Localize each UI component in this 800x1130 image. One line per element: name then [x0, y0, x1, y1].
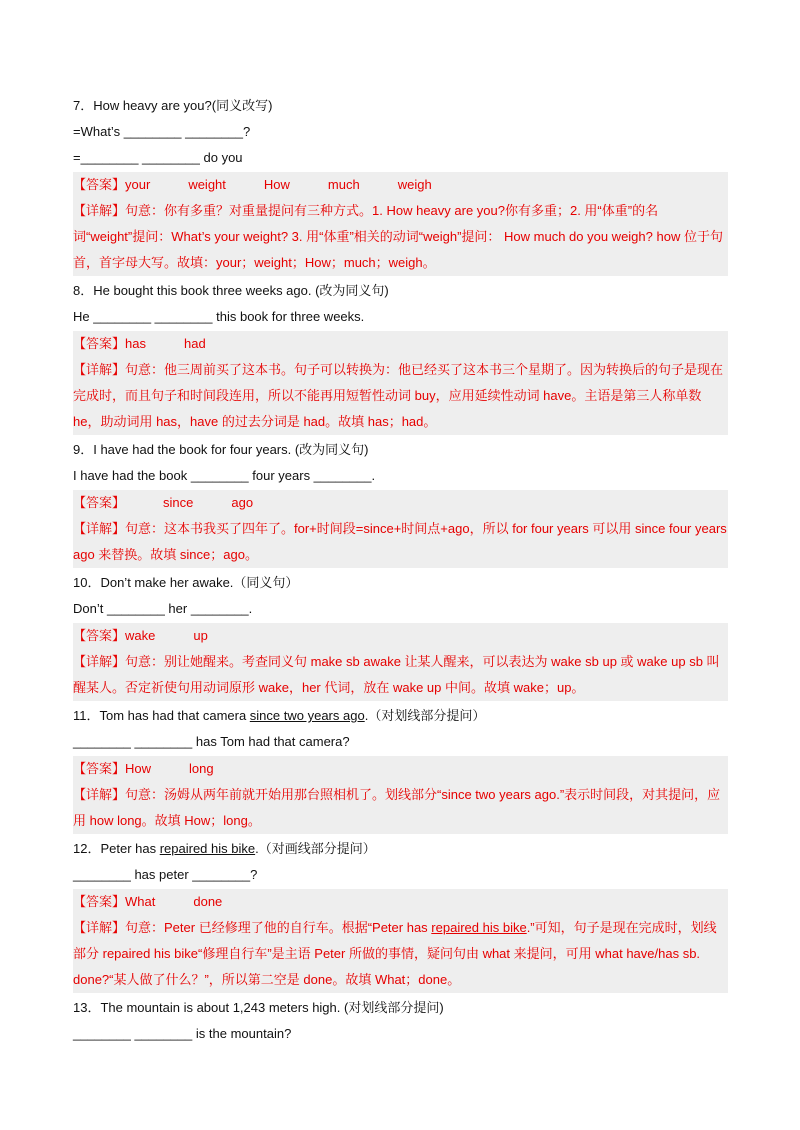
answer-line-10 — [73, 623, 728, 649]
answer-line-8 — [73, 331, 728, 357]
explanation-text: 句意：别让她醒来。考查同义句 make sb awake 让某人醒来，可以表达为 wake sb up 或 wake up sb 叫醒某人。否定祈使句用动词原形 wake，her 代词，放在 wake up 中间。故填 wake；up。 — [73, 654, 720, 695]
explanation-underlined: repaired his bike — [431, 920, 527, 935]
question-10: 10．Don’t make her awake.（同义句） — [73, 575, 299, 590]
answer-word: weight — [188, 177, 226, 192]
question-12 — [73, 836, 728, 862]
question-instruction: .（对划线部分提问） — [364, 708, 486, 723]
answer-box-7 — [73, 172, 728, 276]
question-11 — [73, 703, 728, 729]
explanation-text: 句意：汤姆从两年前就开始用那台照相机了。划线部分“since two years ago.”表示时间段，对其提问，应用 how long。故填 How；long。 — [73, 787, 721, 828]
question-8: 8．He bought this book three weeks ago. (改为同义句) — [73, 283, 389, 298]
answer-word: weigh — [397, 177, 432, 192]
question-10-line-1: Don’t ________ her ________. — [73, 601, 253, 616]
answer-tag: 【答案】 — [73, 761, 126, 776]
explanation-10 — [73, 649, 728, 701]
answer-line-7 — [73, 172, 728, 198]
explanation-7 — [73, 198, 728, 276]
explanation-text: 句意：他三周前买了这本书。句子可以转换为：他已经买了这本书三个星期了。因为转换后的句子是现在完成时，而且句子和时间段连用，所以不能再用短暂性动词 buy，应用延续性动词 have。主语是第三人称单数 he，助动词用 has，have 的过去分词是 had。故填 has；had。 — [73, 362, 724, 429]
answer-word: had — [183, 336, 206, 351]
answer-box-10 — [73, 623, 728, 701]
answer-box-12 — [73, 889, 728, 993]
question-9: 9．I have had the book for four years. (改为同义句) — [73, 442, 369, 457]
question-13-line-1: ________ ________ is the mountain? — [73, 1026, 292, 1041]
answer-word: since — [163, 495, 194, 510]
explanation-text: 句意：Peter 已经修理了他的自行车。根据“Peter has — [125, 920, 432, 935]
underlined-part: repaired his bike — [159, 841, 256, 856]
question-8-line-1: He ________ ________ this book for three weeks. — [73, 309, 365, 324]
explanation-text: .”可知，句子是现在完成时，划线部分 repaired his bike“修理自行车”是主语 Peter 所做的事情，疑问句由 what 来提问，可用 what have/has sb. done?“某人做了什么？”，所以第二空是 done。故填 What；done。 — [73, 920, 717, 987]
answer-word: has — [125, 336, 146, 351]
answer-word: What — [125, 894, 156, 909]
question-text: 12．Peter has — [73, 841, 160, 856]
answer-word: wake — [125, 628, 156, 643]
question-7: 7．How heavy are you?(同义改写) — [73, 98, 273, 113]
question-9-line-1: I have had the book ________ four years ________. — [73, 468, 376, 483]
answer-box-8 — [73, 331, 728, 435]
answer-tag: 【答案】 — [73, 336, 126, 351]
explanation-11 — [73, 782, 728, 834]
answer-word: long — [189, 761, 214, 776]
explanation-text: 句意：你有多重？对重量提问有三种方式。1. How heavy are you?你有多重；2. 用“体重”的名词“weight”提问：What’s your weight? 3. 用“体重”相关的动词“weigh”提问： How much do you weigh? how 位于句首，首字母大写。故填：your；weight；How；much；weigh。 — [73, 203, 723, 270]
question-13: 13．The mountain is about 1,243 meters high. (对划线部分提问) — [73, 1000, 444, 1015]
question-7-line-2: =________ ________ do you — [73, 150, 243, 165]
answer-word: done — [193, 894, 223, 909]
explanation-tag: 【详解】 — [73, 362, 126, 377]
answer-word: up — [193, 628, 208, 643]
explanation-tag: 【详解】 — [73, 521, 126, 536]
answer-box-9 — [73, 490, 728, 568]
answer-word: much — [327, 177, 360, 192]
answer-tag: 【答案】 — [73, 495, 126, 510]
question-7-line-1: =What’s ________ ________? — [73, 124, 251, 139]
answer-tag: 【答案】 — [73, 177, 126, 192]
explanation-12 — [73, 915, 728, 993]
underlined-part: since two years ago — [249, 708, 365, 723]
answer-line-11 — [73, 756, 728, 782]
explanation-9 — [73, 516, 728, 568]
answer-box-11 — [73, 756, 728, 834]
explanation-tag: 【详解】 — [73, 654, 126, 669]
explanation-tag: 【详解】 — [73, 203, 126, 218]
question-12-line-1: ________ has peter ________? — [73, 867, 258, 882]
answer-word: How — [125, 761, 152, 776]
question-text: 11．Tom has had that camera — [73, 708, 250, 723]
explanation-8 — [73, 357, 728, 435]
answer-line-12 — [73, 889, 728, 915]
answer-tag: 【答案】 — [73, 628, 126, 643]
explanation-tag: 【详解】 — [73, 920, 126, 935]
answer-tag: 【答案】 — [73, 894, 126, 909]
explanation-tag: 【详解】 — [73, 787, 126, 802]
answer-word: ago — [231, 495, 254, 510]
answer-word: your — [125, 177, 151, 192]
worksheet-content — [73, 93, 728, 1047]
answer-line-9 — [73, 490, 728, 516]
answer-word: How — [263, 177, 290, 192]
explanation-text: 句意：这本书我买了四年了。for+时间段=since+时间点+ago，所以 for four years 可以用 since four years ago 来替换。故填 since；ago。 — [73, 521, 727, 562]
question-instruction: .（对画线部分提问） — [255, 841, 376, 856]
question-11-line-1: ________ ________ has Tom had that camera? — [73, 734, 350, 749]
